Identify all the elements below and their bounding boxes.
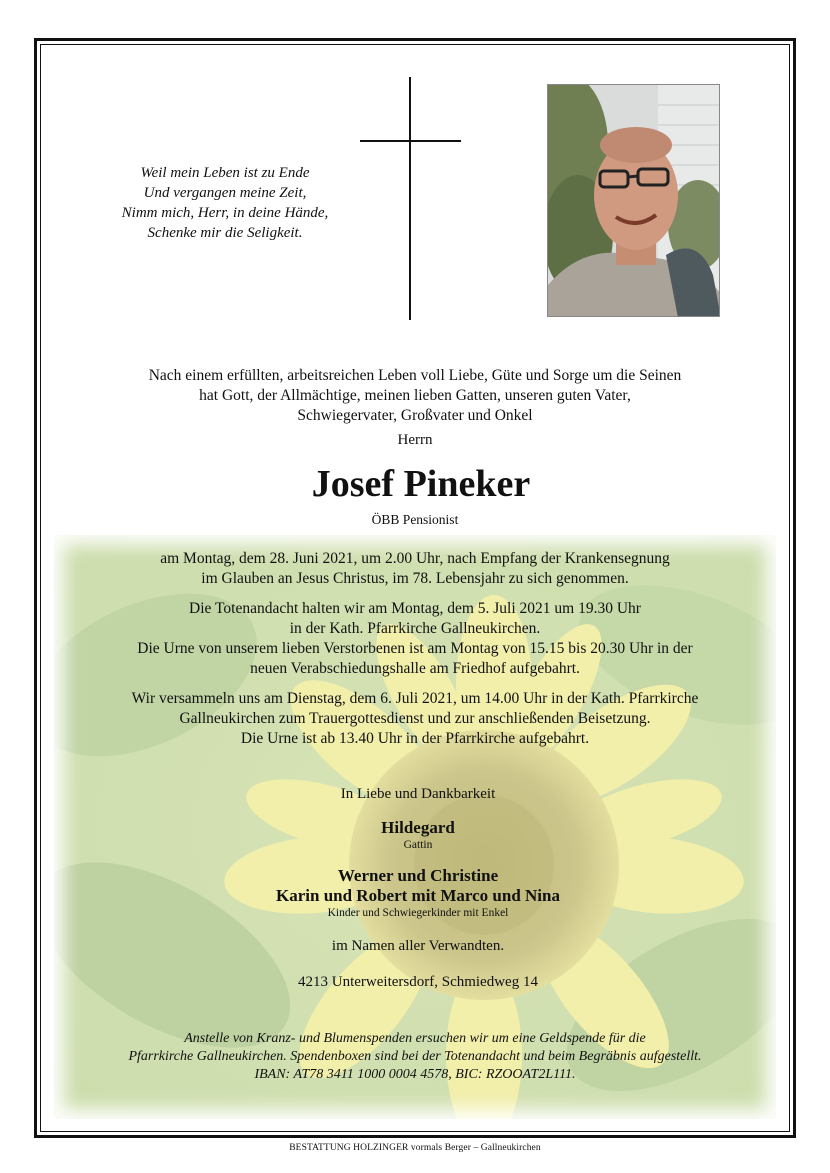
children-role: Kinder und Schwiegerkinder mit Enkel: [327, 907, 509, 919]
intro-line: Schwiegervater, Großvater und Onkel: [297, 407, 533, 424]
donation-note: [54, 1030, 776, 1084]
salutation: Herrn: [397, 432, 433, 448]
deceased-name: Josef Pineker: [311, 463, 531, 505]
spouse-name: Hildegard: [381, 818, 455, 837]
death-paragraph: [54, 549, 776, 589]
funeral-paragraph: [54, 689, 776, 749]
occupation: ÖBB Pensionist: [371, 512, 459, 527]
note-line: Anstelle von Kranz- und Blumenspenden ersuchen wir um eine Geldspende für die: [184, 1031, 646, 1046]
note-line: Pfarrkirche Gallneukirchen. Spendenboxen sind bei der Totenandacht und beim Begräbnis aufgestellt.: [128, 1049, 702, 1064]
service-details: [54, 549, 776, 759]
intro-line: Nach einem erfüllten, arbeitsreichen Leben voll Liebe, Güte und Sorge um die Seinen: [148, 367, 682, 384]
text-line: am Montag, dem 28. Juni 2021, um 2.00 Uhr, nach Empfang der Krankensegnung: [160, 550, 670, 567]
intro-line: hat Gott, der Allmächtige, meinen lieben Gatten, unseren guten Vater,: [199, 387, 631, 404]
poem-line: Schenke mir die Seligkeit.: [147, 225, 303, 241]
spouse-role: Gattin: [403, 839, 433, 851]
poem-line: Nimm mich, Herr, in deine Hände,: [121, 205, 329, 221]
mourners-section: [0, 784, 830, 992]
portrait-photo: [547, 84, 720, 317]
children-names-2: Karin und Robert mit Marco und Nina: [276, 886, 560, 905]
poem-line: Und vergangen meine Zeit,: [143, 185, 307, 201]
poem-line: Weil mein Leben ist zu Ende: [140, 165, 310, 181]
cross-horizontal-bar: [360, 140, 461, 142]
relatives-line: im Namen aller Verwandten.: [331, 938, 505, 954]
text-line: Gallneukirchen zum Trauergottesdienst und zur anschließenden Beisetzung.: [179, 710, 651, 727]
text-line: Die Totenandacht halten wir am Montag, dem 5. Juli 2021 um 19.30 Uhr: [189, 600, 641, 617]
text-line: in der Kath. Pfarrkirche Gallneukirchen.: [289, 620, 541, 637]
family-address: 4213 Unterweitersdorf, Schmiedweg 14: [298, 974, 538, 990]
vigil-paragraph: [54, 599, 776, 679]
text-line: Die Urne von unserem lieben Verstorbenen ist am Montag von 15.15 bis 20.30 Uhr in der: [137, 640, 693, 657]
text-line: Die Urne ist ab 13.40 Uhr in der Pfarrkirche aufgebahrt.: [240, 730, 590, 747]
note-line: IBAN: AT78 3411 1000 0004 4578, BIC: RZOOAT2L111.: [254, 1067, 576, 1082]
text-line: im Glauben an Jesus Christus, im 78. Lebensjahr zu sich genommen.: [201, 570, 629, 587]
mourners-opening: In Liebe und Dankbarkeit: [340, 786, 496, 802]
cross-vertical-bar: [409, 77, 411, 320]
poem: [60, 163, 390, 243]
text-line: Wir versammeln uns am Dienstag, dem 6. Juli 2021, um 14.00 Uhr in der Kath. Pfarrkirche: [131, 690, 699, 707]
text-line: neuen Verabschiedungshalle am Friedhof aufgebahrt.: [250, 660, 580, 677]
children-names-1: Werner und Christine: [337, 866, 499, 885]
funeral-home-footer: BESTATTUNG HOLZINGER vormals Berger – Gallneukirchen: [289, 1143, 541, 1153]
intro-text: [70, 366, 760, 426]
